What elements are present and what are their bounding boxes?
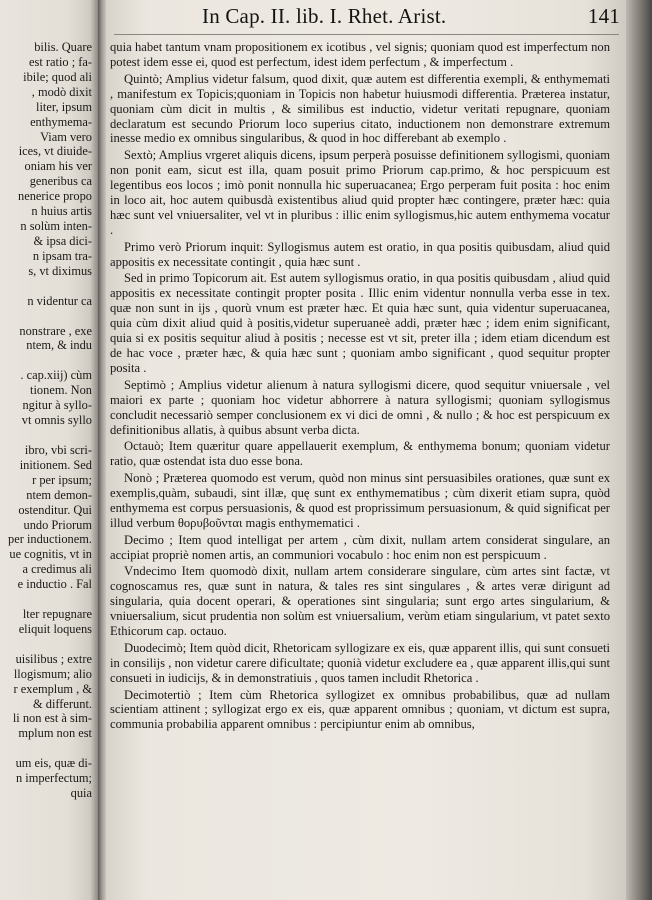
left-page-line: n videntur ca <box>27 293 92 308</box>
left-page-line: bilis. Quare <box>34 40 92 54</box>
left-page-line <box>0 592 92 607</box>
left-page-line: ntem demon- <box>26 487 92 502</box>
right-page <box>106 0 626 900</box>
left-page-line: & differunt. <box>33 696 92 711</box>
page-number: 141 <box>587 4 620 28</box>
left-page-line: s, vt diximus <box>28 263 92 278</box>
left-page-line: mplum non est <box>18 726 92 741</box>
left-page-line: per inductionem. <box>8 532 92 547</box>
left-page-line: tionem. Non <box>30 383 92 398</box>
left-page-line <box>0 741 92 756</box>
left-page-line: Viam vero <box>40 129 92 144</box>
left-page-line: r per ipsum; <box>32 472 92 487</box>
left-page-line: , modò dixit <box>31 84 92 99</box>
left-page <box>0 0 98 900</box>
paragraph: quia habet tantum vnam propositionem ex icotibus , vel signis; quoniam quod est imperfectum non potest idem esse ei, quod est perfectum, idest idem perfectum , & imperfectum . <box>110 40 610 69</box>
paragraph: Quintò; Amplius videtur falsum, quod dixit, quæ autem est differentia exempli, & enthymemati , manifestum ex Topicis;quoniam in Topicis non habetur huiusmodi differentia. Præterea instatur, quoniam cùm dicit in multis , & similibus est inductio, videtur veritati repugnare, quoniam declaratum est secundo Priorum loco superius citato, inductionem non demonstrare extremum inesse medio ex omnibus singularibus, & quod in hoc differebant ab exemplo . <box>110 71 610 146</box>
paragraph: Sextò; Amplius vrgeret aliquis dicens, ipsum perperà posuisse definitionem syllogismi, quoniam non ponit eam, sicut est illa, quam posuit primo Priorum cap.primo, & hoc perspicuum est legentibus eos locos ; imò ponit nonnulla hic superuacanea; Ergo perperam fuit posita : hoc enim in loco ait, hoc autem quibusdà existentibus aliud quid propter hæc contingere, præter hæc: quia hæc sunt vel vniuersaliter, vel vt in pluribus : illic enim syllogismus,hic autem enthymema vocatur . <box>110 148 610 237</box>
left-page-line: n imperfectum; <box>15 771 92 786</box>
paragraph: Nonò ; Præterea quomodo est verum, quòd non minus sint persuasibiles orationes, quæ sunt ex exemplis,quàm, subaudi, sint illæ, quę sunt ex enthymematibus ; cùm dixerit etiam supra, quòd enthymema est corpus persuasionis, & quod est proprissimum persuasionum, & quid significat per illud verbum θορυβοῦνται magis enthymematici . <box>110 471 610 530</box>
paragraph: Sed in primo Topicorum ait. Est autem syllogismus oratio, in qua positis quibusdam , aliud quid appositis ex necessitate contingit propter posita . Illic enim videntur nonnulla verba esse in tex. quæ non sunt in ijs , quorù vnum est præter hæc. Et quia hæc sunt, quia videntur superuacanea, quia cùm dixit aliud quid à positis,videtur superuaneè addi, præter hæc ; idem enim significant, quia si ex positis sequitur aliud à positis ; necesse est vt sit, preter illa ; idem etiam dicendum est de hac voce , præter hæc, & quia hæc sunt ; quoniam ambo significant , quod sequitur propter posita . <box>110 271 610 375</box>
left-page-line: n solùm inten- <box>20 219 92 234</box>
left-page-line: ntem, & indu <box>26 338 92 353</box>
left-page-line: enthymema- <box>30 114 92 129</box>
paragraph: Decimotertiò ; Item cùm Rhetorica syllogizet ex omnibus probabilibus, quæ ad nullam scientiam attinent ; syllogizat ergo ex eis, quæ apparent omnibus ; quoniam, vt dictum est supra, communia probabilia apparent omnibus : percipiuntur enim ab omnibus, <box>110 687 610 732</box>
left-page-line: ibile; quod ali <box>23 69 92 84</box>
left-page-line: nenerice propo <box>18 189 92 204</box>
left-page-line: lter repugnare <box>22 607 92 622</box>
left-page-line: undo Priorum <box>23 517 92 532</box>
main-text <box>110 40 610 734</box>
left-page-line: r exemplum , & <box>13 681 92 696</box>
left-page-line <box>0 353 92 368</box>
left-page-line: e inductio . Fal <box>17 577 92 592</box>
left-page-line <box>0 637 92 652</box>
paragraph: Septimò ; Amplius videtur alienum à natura syllogismi dicere, quod sequitur vniuersale , vel maiori ex parte ; quoniam hoc videtur abhorrere à natura syllogismi; quoniam syllogismus concludit necessariò semper conclusionem ex vi dici de omni , & nullo ; & hoc est perspicuum ex definitionibus allatis, à quibus absunt verba dicta. <box>110 377 610 437</box>
left-page-line: n huius artis <box>31 204 92 219</box>
paragraph: Octauò; Item quæritur quare appellauerit exemplum, & enthymema bonum; quoniam videtur ratio, quæ ostendat ista duo esse bona. <box>110 439 610 469</box>
left-page-line: ibro, vbi scri- <box>24 442 92 457</box>
left-page-line: est ratio ; fa- <box>29 54 92 69</box>
left-page-line: generibus ca <box>29 174 92 189</box>
left-page-line: ue cognitis, vt in <box>9 547 92 562</box>
left-page-line <box>0 309 92 324</box>
left-page-line: nonstrare , exe <box>19 323 92 338</box>
left-page-line: initionem. Sed <box>19 457 92 472</box>
left-page-line: quia <box>70 786 92 801</box>
left-page-line: & ipsa dici- <box>33 233 92 248</box>
running-title: In Cap. II. lib. I. Rhet. Arist. <box>202 4 447 28</box>
book-gutter <box>98 0 106 900</box>
left-page-line: ngitur à syllo- <box>22 398 92 413</box>
left-page-line: eliquit loquens <box>18 621 92 636</box>
paragraph: Duodecimò; Item quòd dicit, Rhetoricam syllogizare ex eis, quæ apparent illis, qui sunt consueti in consilijs , non videtur carere dificultate; quonià videtur excludere ea , quæ apparent illis,qui sunt consueti in iudicijs, & in demonstratiuis , quos tamen includit Rhetorica . <box>110 640 610 685</box>
paragraph: Decimo ; Item quod intelligat per artem , cùm dixit, nullam artem considerat singulare, an accipiat propriè nomen artis, an communiori vocabulo : hoc enim non est perspicuum . <box>110 532 610 562</box>
header-rule <box>114 34 619 35</box>
left-page-line: liter, ipsum <box>36 99 92 114</box>
left-page-line: li non est à sim- <box>12 711 92 726</box>
left-page-line <box>0 428 92 443</box>
left-page-line: ices, vt diuide- <box>18 144 92 159</box>
page-stack-edge <box>626 0 652 900</box>
page-header <box>202 4 620 34</box>
left-page-line: um eis, quæ di- <box>15 756 92 771</box>
left-page-line: n ipsam tra- <box>32 248 92 263</box>
left-page-line: a credimus ali <box>22 562 92 577</box>
left-page-line: . cap.xiij) cùm <box>20 368 92 383</box>
left-page-line: ostenditur. Qui <box>18 502 92 517</box>
left-page-line: vt omnis syllo <box>21 413 92 428</box>
left-page-line: oniam his ver <box>24 159 92 174</box>
left-page-line: llogismum; alio <box>13 666 92 681</box>
paragraph: Vndecimo Item quomodò dixit, nullam artem considerare singulare, cùm artes sint factæ, vt cognoscamus res, quæ sunt in natura, & tales res sint singulares , & artes veræ dirigunt ad singularia, quia docent operari, & operationes sint singularia; sunt ergo artes singularium, & vniuersalium, sicut prudentia non solùm est vniuersalium, verùm etiam singularium, vt patet sexto Ethicorum cap. octauo. <box>110 564 610 639</box>
left-page-line: uisilibus ; extre <box>15 651 92 666</box>
left-page-line <box>0 279 92 294</box>
paragraph: Primo verò Priorum inquit: Syllogismus autem est oratio, in qua positis quibusdam, aliud quid appositis ex necessitate contingit , quia hæc sunt . <box>110 239 610 269</box>
left-page-text <box>0 40 92 801</box>
